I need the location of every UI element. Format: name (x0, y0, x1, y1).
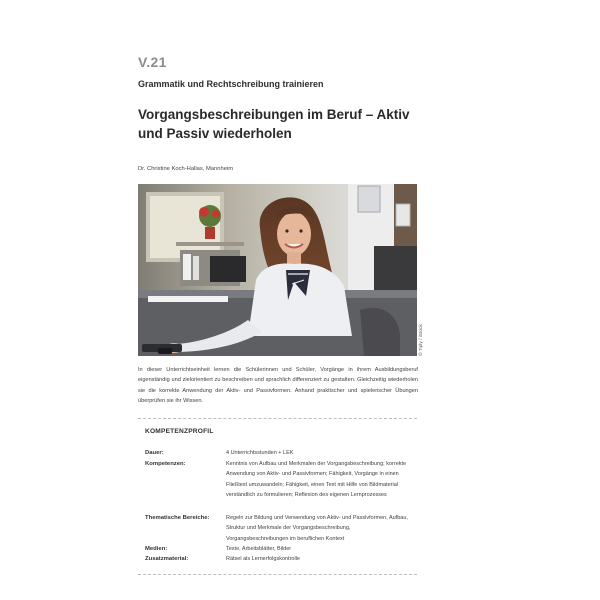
profile-title: KOMPETENZPROFIL (145, 428, 214, 435)
profile-row-value: Regeln zur Bildung und Verwendung von Aktiv- und Passivformen, Aufbau, Struktur und Merkmale der Vorgangsbeschreibung, Vorgangsbeschreibungen im beruflichen Kontext (226, 515, 408, 542)
divider-top (138, 418, 417, 419)
author-line: Dr. Christine Koch-Hallas, Mannheim (138, 166, 234, 172)
office-scene-illustration (138, 184, 417, 356)
series-title: Grammatik und Rechtschreibung trainieren (138, 79, 324, 89)
page-title: Vorgangsbeschreibungen im Beruf – Aktiv und Passiv wiederholen (138, 107, 410, 141)
profile-row-label: Dauer: (145, 450, 164, 456)
photo-credit: © Tiply / iStock (419, 324, 424, 356)
intro-paragraph: In dieser Unterrichtseinheit lernen die Schülerinnen und Schüler, Vorgänge in ihrem Ausbildungsberuf eigenständig und zielorientiert zu beschreiben und sprachlich differenziert zu gestalten. Gleichzeitig wiederholen sie die korrekte Anwendung der Aktiv- und Passivformen. Anhand praktischer und spielerischer Übungen überprüfen sie ihr Wissen. (138, 367, 418, 405)
divider-bottom (138, 574, 417, 575)
profile-row-value: Rätsel als Lernerfolgskontrolle (226, 556, 300, 562)
profile-row-label: Kompetenzen: (145, 461, 186, 467)
unit-number: V.21 (138, 54, 167, 70)
cover-photo (138, 184, 417, 356)
profile-row-value: 4 Unterrichtsstunden + LEK (226, 450, 294, 456)
profile-row-value: Texte, Arbeitsblätter, Bilder (226, 546, 292, 552)
profile-row-label: Zusatzmaterial: (145, 556, 189, 562)
profile-row-value: Kenntnis von Aufbau und Merkmalen der Vorgangsbeschreibung; korrekte Anwendung von Aktiv- und Passivformen; Fähigkeit, Vorgänge in einen Fließtext umzuwandeln; Fähigkeit, einen Text mit Hilfe von Bildmaterial verständlich zu formulieren; Reflexion des eigenen Lernprozesses (226, 461, 407, 498)
profile-row-label: Medien: (145, 546, 168, 552)
profile-row-label: Thematische Bereiche: (145, 515, 210, 521)
